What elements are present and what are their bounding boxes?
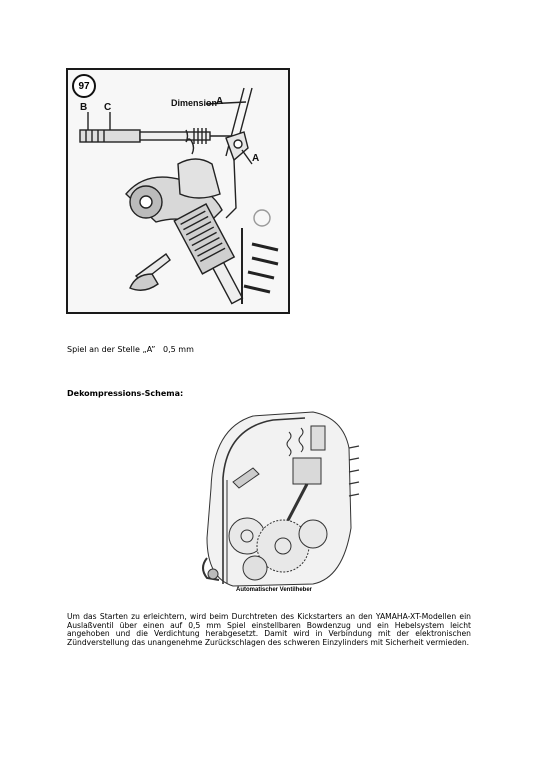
label-dimension: Dimension xyxy=(171,98,218,108)
label-a-top: A xyxy=(216,96,224,107)
figure-caption-valve-lifter: Automatischer Ventilheber xyxy=(236,587,313,593)
label-b: B xyxy=(80,102,88,113)
figure-number: 97 xyxy=(72,74,96,98)
caption-play-spec: Spiel an der Stelle „A” 0,5 mm xyxy=(67,345,194,354)
label-c: C xyxy=(104,102,112,113)
figure-decompression-lever xyxy=(66,68,290,314)
body-paragraph: Um das Starten zu erleichtern, wird beim Durchtreten des Kickstarters an den YAMAHA-XT-Modellen ein Auslaßventil über einen auf 0,5 mm Spiel einstellbaren Bowdenzug und ein Hebelsystem leicht angehoben und die Verdichtung herabgesetzt. Damit wird in Verbindung mit der elektronischen Zündverstellung das unangenehme Zurückschlagen des schweren Einzylinders mit Sicherheit vermieden. xyxy=(67,612,471,647)
label-a-side: A xyxy=(252,153,260,164)
section-heading-decompression: Dekompressions-Schema: xyxy=(67,389,184,398)
figure-decompression-scheme xyxy=(193,408,368,603)
